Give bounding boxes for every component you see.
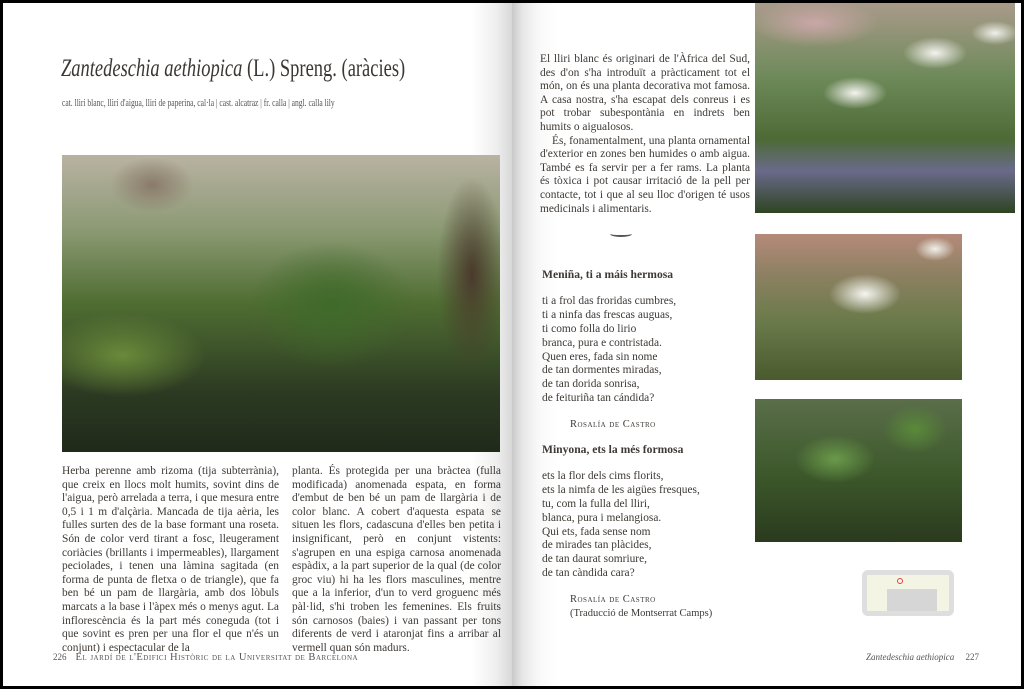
title-italic: Zantedeschia aethiopica (61, 55, 243, 82)
calla-lily-photo-2 (755, 234, 962, 380)
poem-galician (542, 268, 742, 432)
poem-line: blanca, pura i melangiosa. (542, 511, 662, 524)
location-marker-icon (897, 578, 903, 584)
poem-title: Minyona, ets la més formosa (542, 443, 684, 456)
footer (866, 652, 979, 662)
running-head: Zantedeschia aethiopica (866, 652, 955, 662)
running-head: El jardí de l'Edifici Històric de la Universitat de Barcelona (75, 652, 359, 663)
poem-catalan (542, 443, 752, 621)
left-page (3, 3, 512, 686)
poem-line: ets la nimfa de les aigües fresques, (542, 483, 700, 496)
location-map-thumbnail (862, 570, 954, 616)
poem-line: ti a ninfa das frescas auguas, (542, 308, 673, 321)
origin-paragraph (540, 53, 750, 216)
page-number: 227 (965, 652, 979, 662)
garden-photo (62, 155, 500, 452)
poem-lines (542, 295, 742, 406)
poem-line: branca, pura e contristada. (542, 336, 662, 349)
calla-leaves-photo (755, 399, 962, 542)
poem-line: tu, com la fulla del lliri, (542, 497, 650, 510)
poem-line: de tan càndida cara? (542, 567, 635, 580)
calla-lily-photo-1 (755, 3, 1015, 213)
poem-author: Rosalía de Castro (570, 419, 656, 431)
common-names: cat. lliri blanc, lliri d'aigua, lliri de paperina, cal·la | cast. alcatraz | fr. calla | angl. calla lily (62, 98, 335, 109)
poem-line: de mirades tan plàcides, (542, 539, 652, 552)
right-page (512, 3, 1021, 686)
poem-author: Rosalía de Castro (570, 594, 656, 606)
poem-line: Quen eres, fada sin nome (542, 350, 658, 363)
poem-line: de tan dorida sonrisa, (542, 378, 640, 391)
title-rest: (L.) Spreng. (aràcies) (242, 55, 406, 82)
paragraph-1: El lliri blanc és originari de l'Àfrica del Sud, des d'on s'ha introduït a pràcticament tot el món, on és una planta decorativa mot famosa. A casa nostra, s'ha escapat dels conreus i es pot trobar subespontània en indrets ben humits o aigualosos. (540, 53, 750, 133)
poem-line: ets la flor dels cims florits, (542, 469, 664, 482)
poem-lines (542, 470, 752, 581)
map-block (887, 589, 937, 611)
description-column-2: planta. És protegida per una bràctea (fulla modificada) anomenada espata, en forma d'embut de ben bé un pam de llargària i de color blanc. A cobert d'aquesta espata se situen les flors, cadascuna d'elles ben petita i insignificant, però en conjunt vistents: s'agrupen en una espiga carnosa anomenada espàdix, a la part superior de la qual (de color groc viu) hi ha les flors masculines, mentre que a la inferior, d'un to verd groguenc més pàl·lid, s'hi troben les femenines. Els fruits són carnosos (baies) i van passant per tons diferents de verd i ataronjat fins a arribar al vermell quan són madurs. (292, 465, 501, 654)
footer (53, 652, 358, 663)
poem-line: ti como folla do lirio (542, 322, 637, 335)
paragraph-2: És, fonamentalment, una planta ornamental d'exterior en zones ben humides o amb aigua. També es fa servir per a fer rams. La planta és tòxica i pot causar irritació de la pell per contacte, tot i que al seu lloc d'origen té usos medicinals i alimentaris. (540, 134, 751, 215)
poem-title: Meniña, ti a máis hermosa (542, 268, 674, 281)
poem-line: de feituriña tan cándida? (542, 392, 655, 405)
description-column-1: Herba perenne amb rizoma (tija subterrània), que creix en llocs molt humits, sovint dins de l'aigua, però arrelada a terra, i que mesura entre 0,5 i 1 m d'alçària. Mancada de tija aèria, les fulles surten des de la base formant una roseta. Són de color verd tirant a fosc, lleugerament coriàcies (brillants i impermeables), llargament peciolades, i tenen una làmina sagitada (en forma de punta de fletxa o de triangle), que fa ben bé un pam de llargària, amb dos lòbuls marcats a la base i l'àpex més o menys agut. La inflorescència és la part més coneguda (tot i que sovint es pren per una flor el que n'és un conjunt) i espectacular de la (62, 465, 279, 654)
page-number: 226 (53, 652, 67, 662)
ornament-icon (610, 231, 632, 237)
poem-line: Qui ets, fada sense nom (542, 525, 651, 538)
poem-line: de tan daurat somriure, (542, 553, 648, 566)
poem-translator: (Traducció de Montserrat Camps) (570, 608, 713, 620)
species-title (61, 55, 405, 83)
poem-line: ti a frol das froridas cumbres, (542, 294, 677, 307)
poem-line: de tan dormentes miradas, (542, 364, 662, 377)
